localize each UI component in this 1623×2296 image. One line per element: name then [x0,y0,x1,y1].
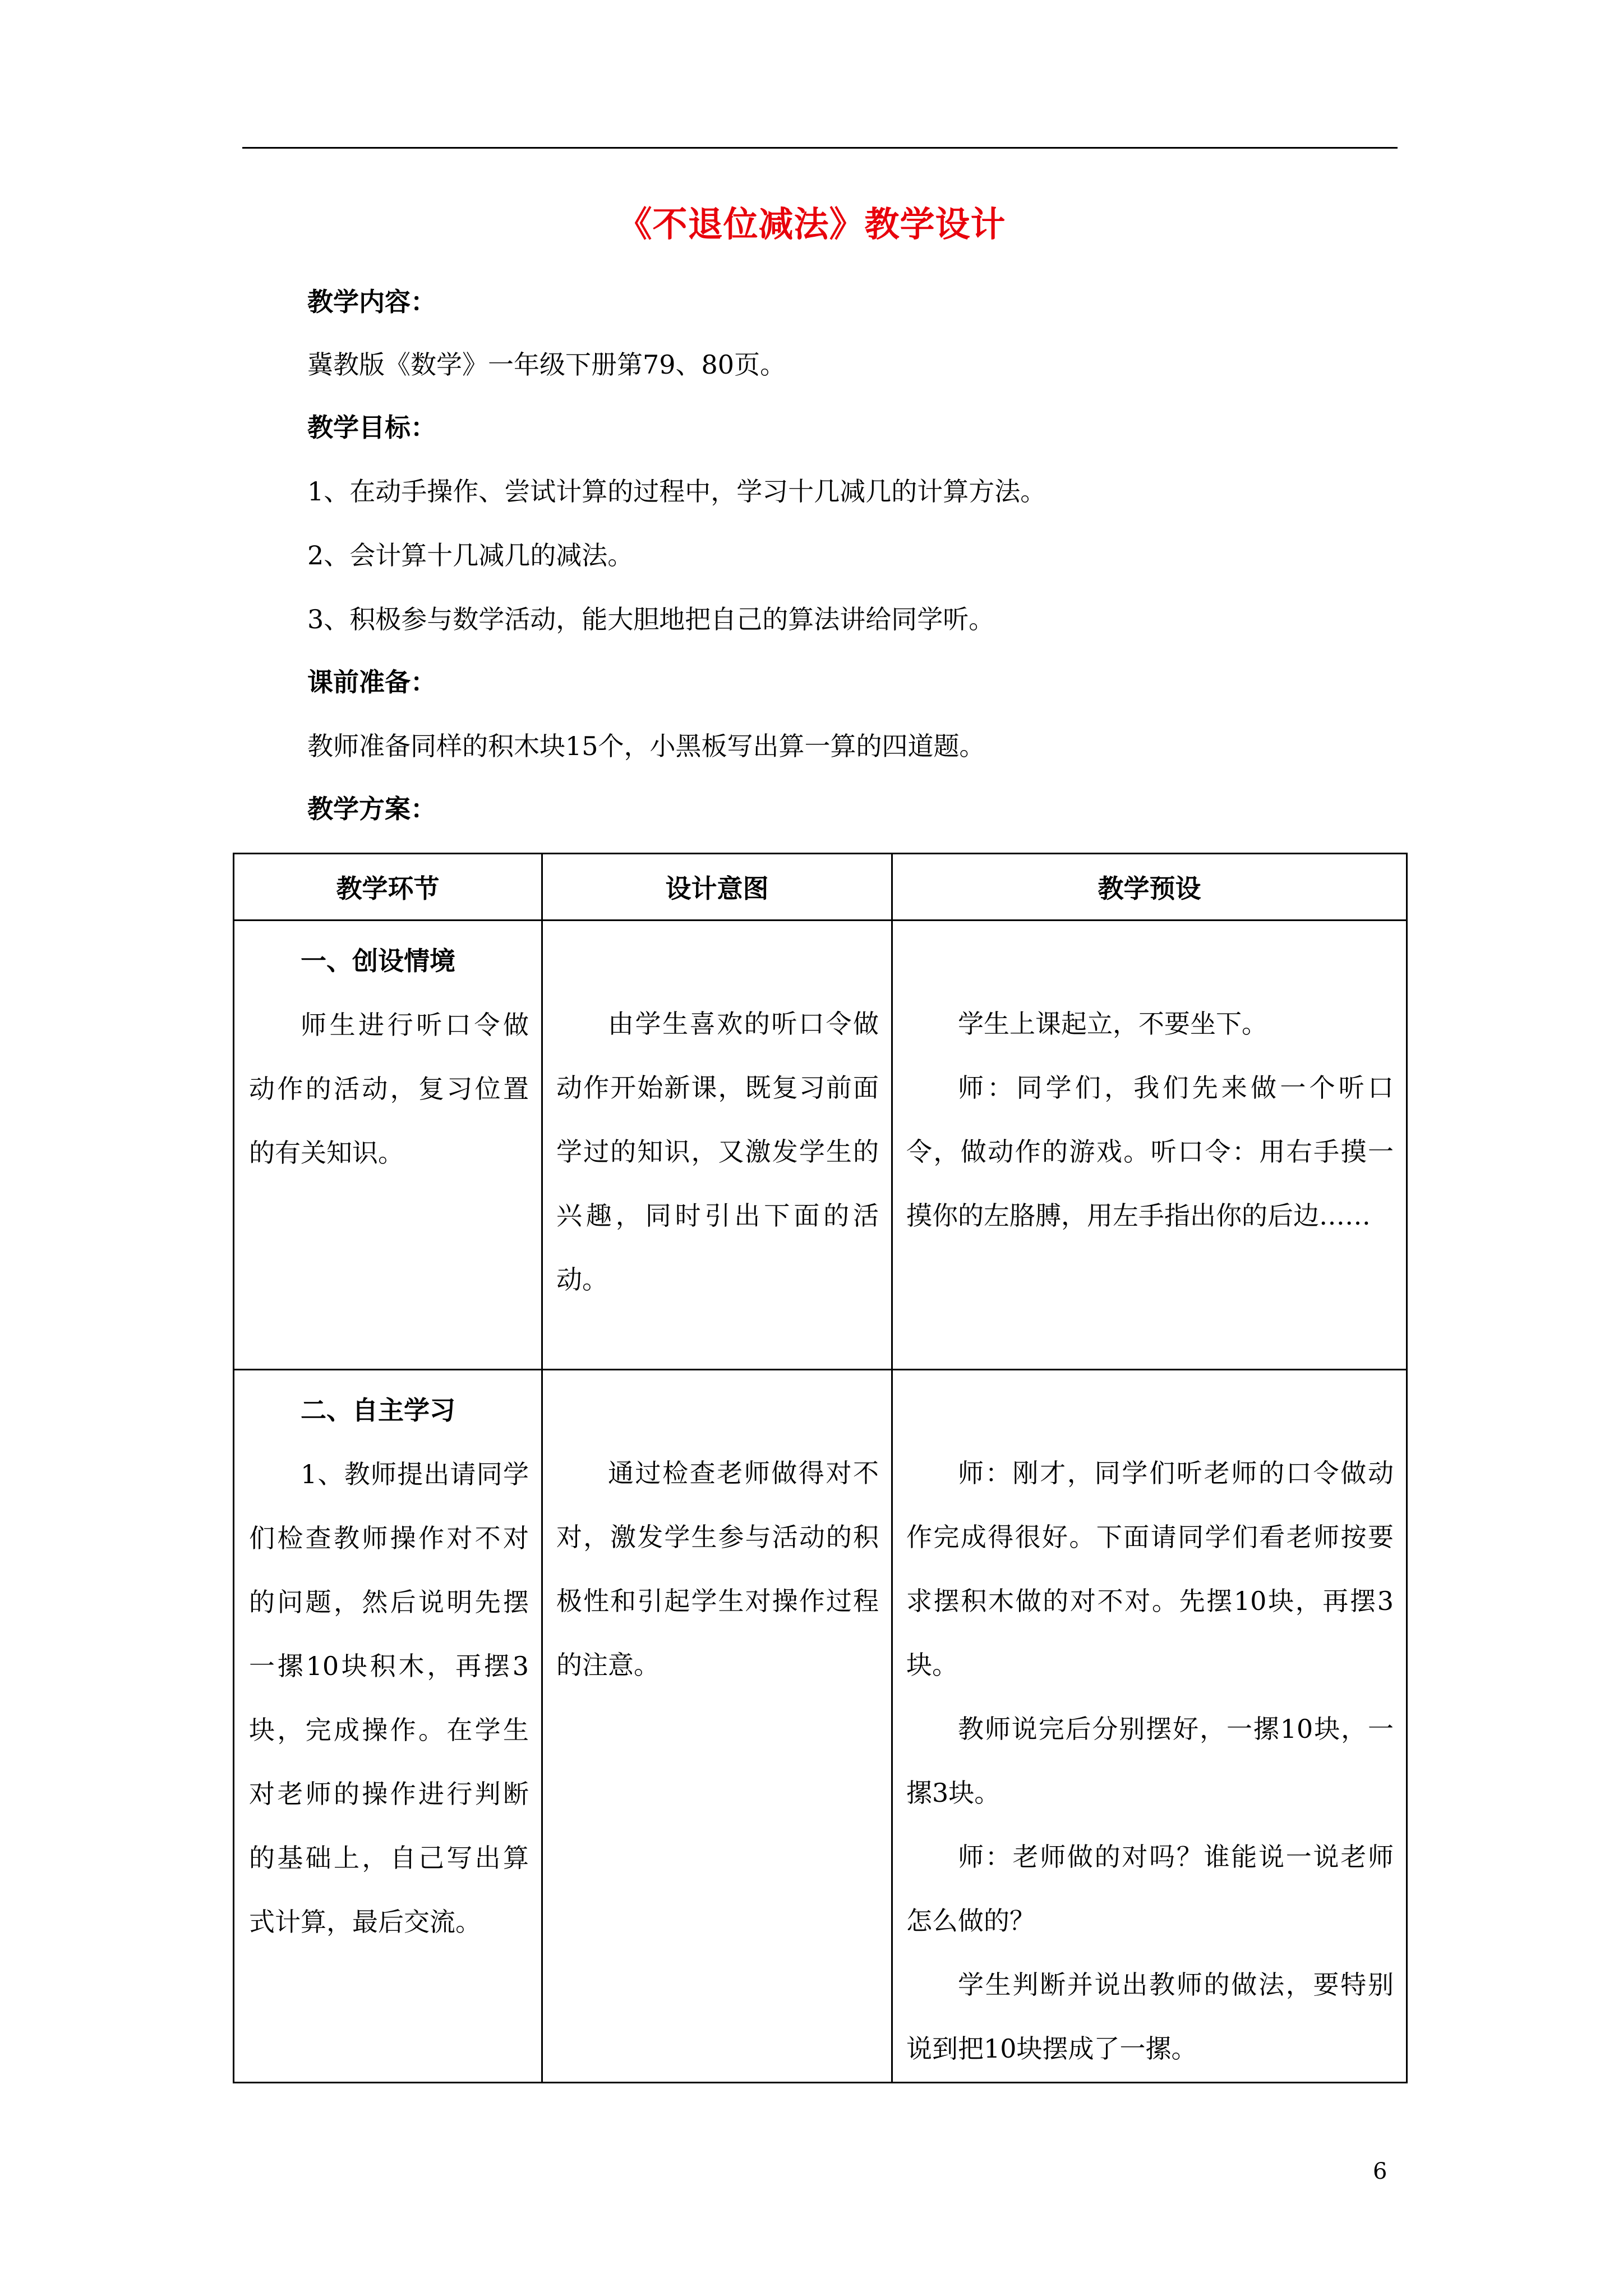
stage-title: 一、创设情境 [301,946,455,977]
prep-heading: 课前准备： [307,667,436,697]
preset-cell [892,921,1407,1370]
document-title: 《不退位减法》教学设计 [617,204,1006,245]
stage-cell [234,1369,542,2082]
stage-text: 师生进行听口令做动作的活动，复习位置的有关知识。 [249,1010,529,1168]
intent-text: 由学生喜欢的听口令做动作开始新课，既复习前面学过的知识，又激发学生的兴趣，同时引出下面的活动。 [556,1009,879,1295]
intent-cell [542,1369,892,2082]
stage-cell [234,921,542,1370]
prep-text: 教师准备同样的积木块15个，小黑板写出算一算的四道题。 [307,731,985,761]
header-preset: 教学预设 [892,854,1407,921]
table-header-row [234,854,1407,921]
header-stage: 教学环节 [234,854,542,921]
table-row [234,1369,1407,2082]
plan-heading: 教学方案： [307,794,436,824]
stage-text: 1、教师提出请同学们检查教师操作对不对的问题，然后说明先摆一摞10块积木，再摆3块，完成操作。在学生对老师的操作进行判断的基础上，自己写出算式计算，最后交流。 [249,1458,529,1937]
preset-paragraph: 学生上课起立，不要坐下。 [958,1009,1267,1039]
stage-title: 二、自主学习 [301,1395,455,1425]
table-row [234,921,1407,1370]
header-intent: 设计意图 [542,854,892,921]
preset-cell [892,1369,1407,2082]
preset-paragraph: 教师说完后分别摆好，一摞10块，一摞3块。 [906,1713,1394,1808]
goals-heading: 教学目标： [307,412,436,443]
content-text: 冀教版《数学》一年级下册第79、80页。 [307,349,786,380]
intent-cell [542,921,892,1370]
goal-item-2: 2、会计算十几减几的减法。 [307,540,634,570]
header-rule [242,147,1398,149]
teaching-plan-table [233,853,1408,2083]
goal-item-3: 3、积极参与数学活动，能大胆地把自己的算法讲给同学听。 [307,604,995,634]
preset-paragraph: 师：刚才，同学们听老师的口令做动作完成得很好。下面请同学们看老师按要求摆积木做的对不对。先摆10块，再摆3块。 [906,1457,1394,1680]
intent-text: 通过检查老师做得对不对，激发学生参与活动的积极性和引起学生对操作过程的注意。 [556,1457,879,1680]
page-number: 6 [1373,2159,1387,2184]
preset-paragraph: 师：同学们，我们先来做一个听口令，做动作的游戏。听口令：用右手摸一摸你的左胳膊，用左手指出你的后边…… [906,1073,1394,1231]
preset-paragraph: 师：老师做的对吗？谁能说一说老师怎么做的？ [906,1841,1394,1936]
preset-paragraph: 学生判断并说出教师的做法，要特别说到把10块摆成了一摞。 [906,1969,1394,2064]
content-heading: 教学内容： [307,287,436,317]
goal-item-1: 1、在动手操作、尝试计算的过程中，学习十几减几的计算方法。 [307,476,1046,507]
